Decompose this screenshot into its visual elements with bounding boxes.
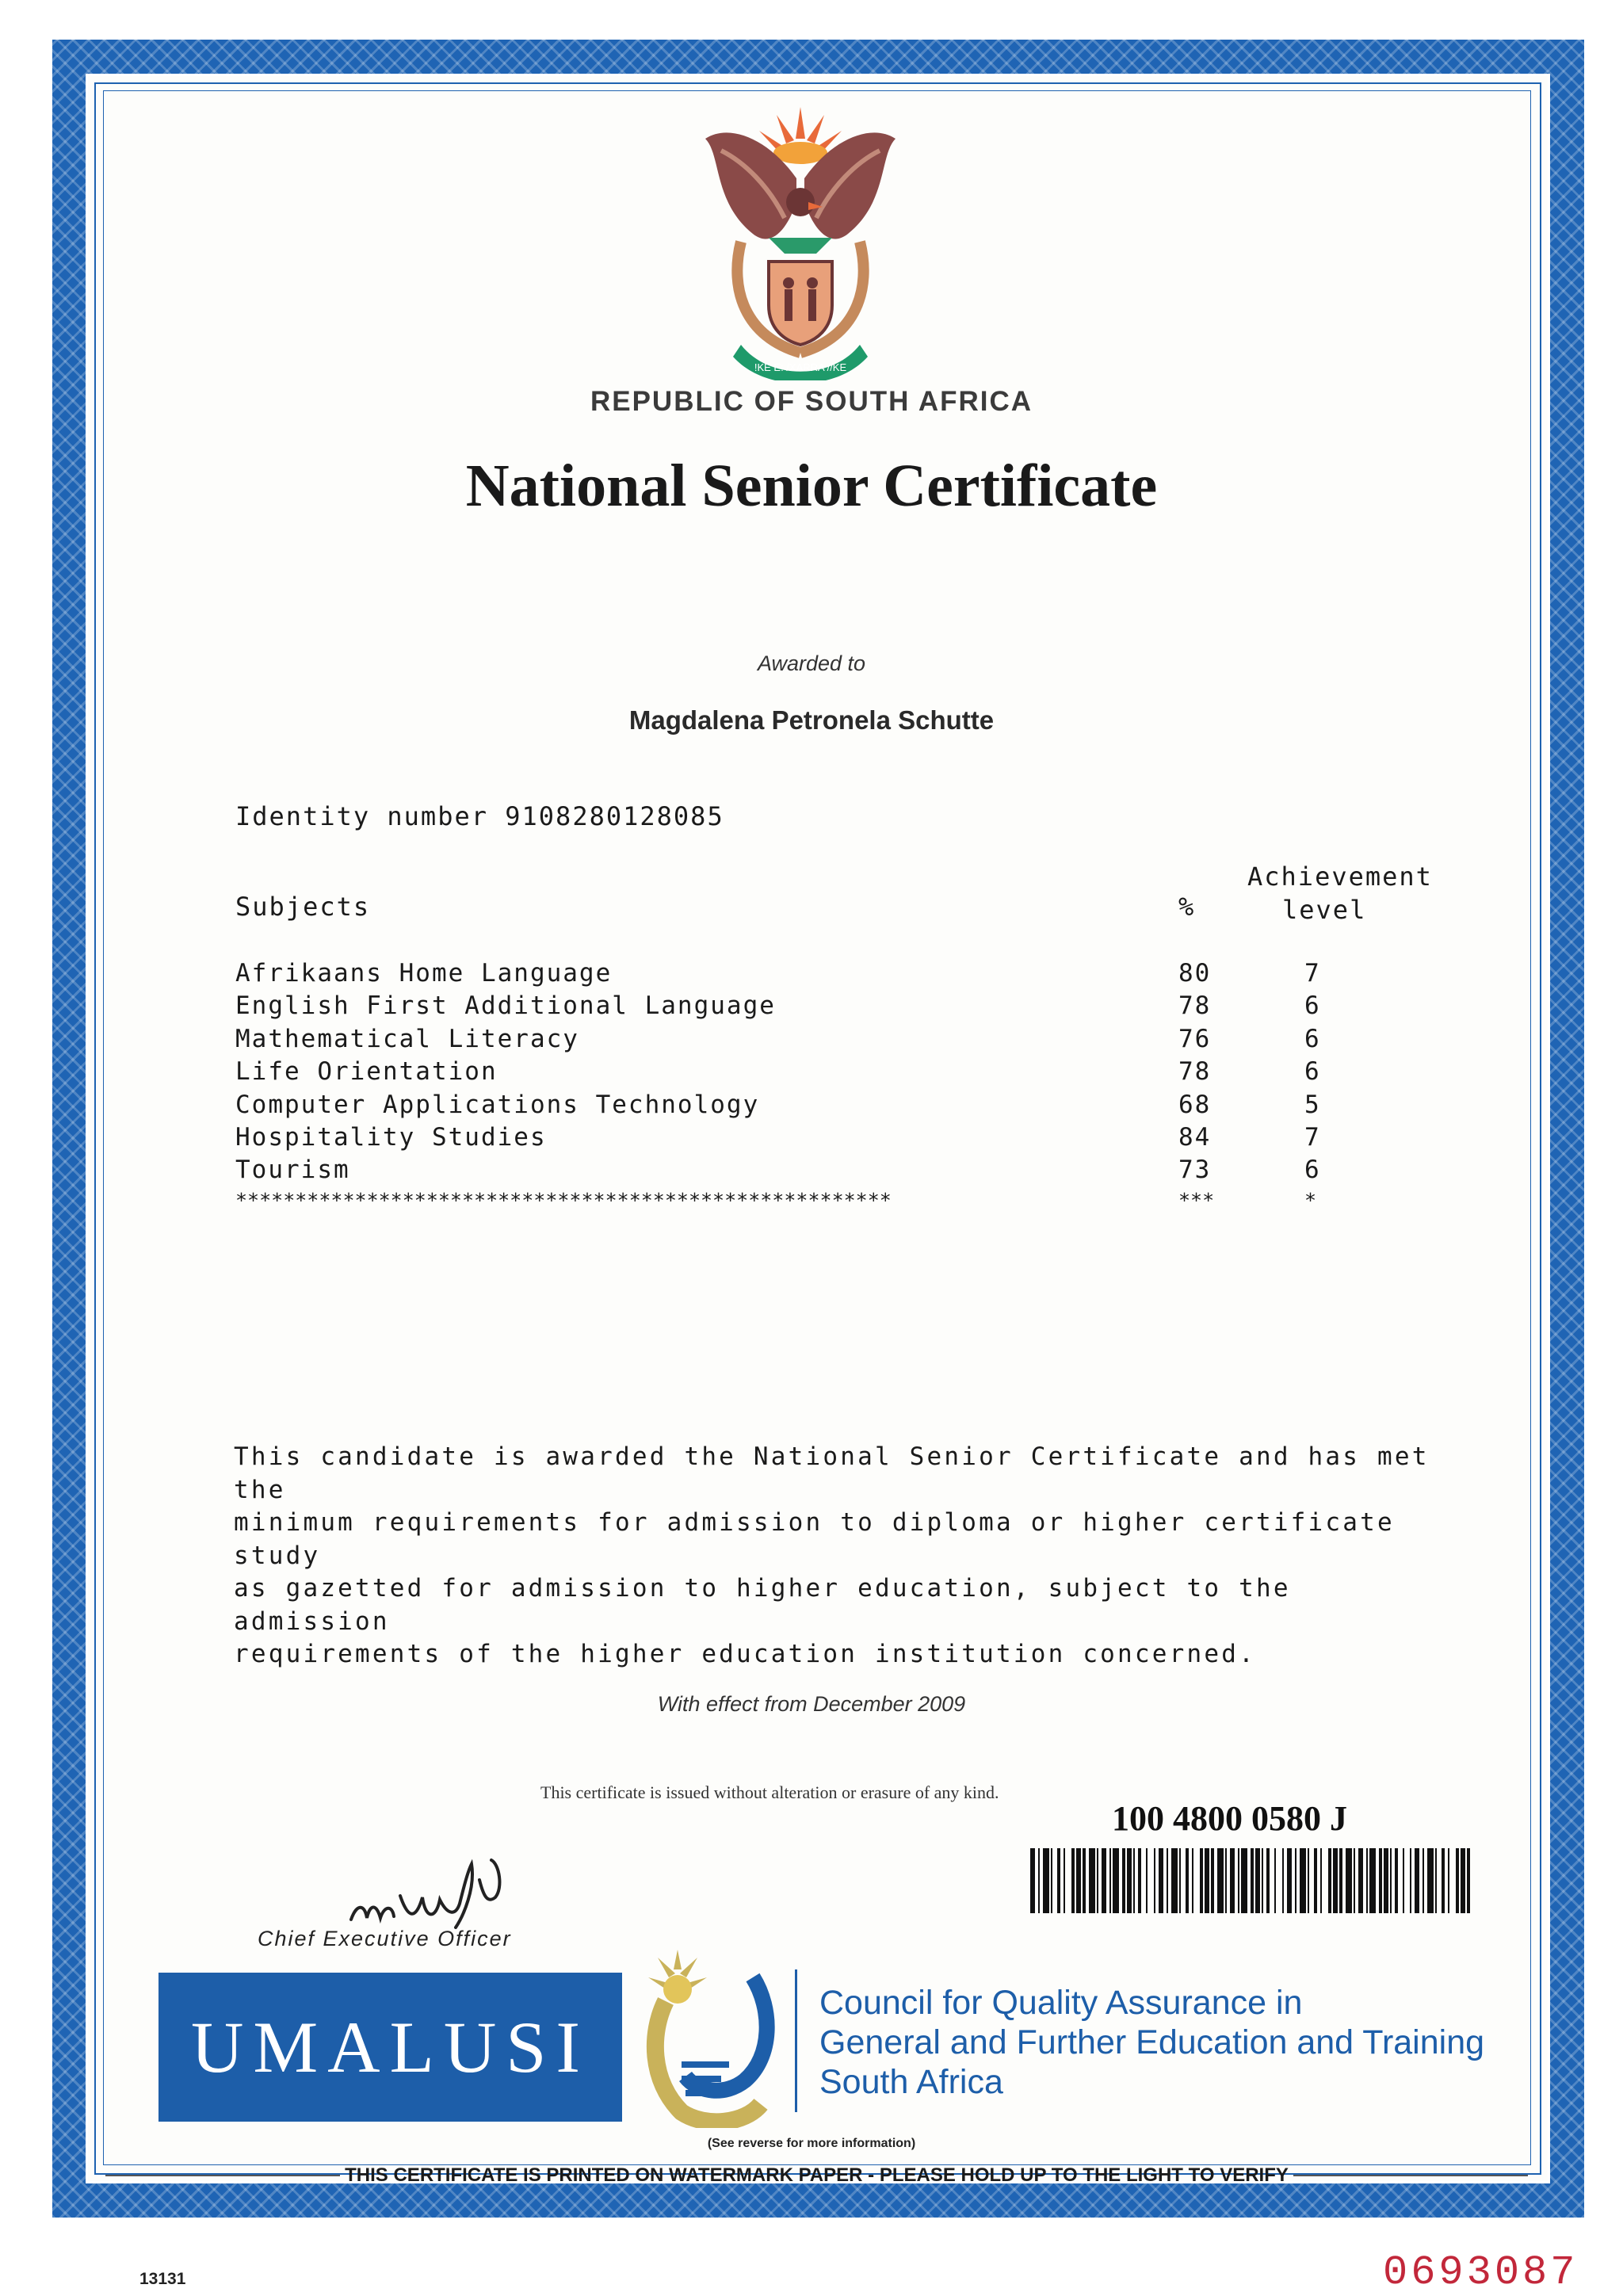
table-row (235, 1156, 1440, 1188)
statement-line: This candidate is awarded the National Senior Certificate and has met the (234, 1442, 1430, 1504)
barcode-bar (1217, 1848, 1224, 1913)
subject-level: 6 (1304, 1024, 1321, 1053)
subject-name: Mathematical Literacy (235, 1024, 579, 1053)
barcode-bar (1148, 1848, 1154, 1913)
table-row (235, 1091, 1440, 1123)
barcode-bar (1065, 1848, 1071, 1913)
logo-divider (795, 1969, 797, 2112)
subject-level: 7 (1304, 959, 1321, 988)
subject-percent: *** (1178, 1188, 1215, 1212)
barcode-bar (1241, 1848, 1247, 1913)
watermark-notice-line (105, 2164, 1528, 2187)
council-name (819, 1983, 1484, 2102)
issued-note: This certificate is issued without alteration or erasure of any kind. (540, 1782, 999, 1802)
subject-name: Tourism (235, 1156, 350, 1185)
barcode-bar (1276, 1848, 1282, 1913)
subject-percent: 78 (1178, 1057, 1212, 1087)
barcode-bar (1171, 1848, 1178, 1913)
certificate-number: 100 4800 0580 J (1112, 1799, 1347, 1838)
subject-level: 6 (1304, 991, 1321, 1021)
signature (337, 1840, 527, 1935)
see-reverse-note: (See reverse for more information) (707, 2137, 916, 2150)
subject-percent: 80 (1178, 959, 1212, 988)
coat-of-arms-emblem (697, 107, 903, 380)
barcode-bar (1449, 1848, 1456, 1913)
subject-level: 6 (1304, 1156, 1321, 1185)
subject-name: ******************************************************* (235, 1188, 892, 1212)
serial-number: 0693087 (1383, 2249, 1579, 2296)
subject-percent: 76 (1178, 1024, 1212, 1053)
divider (1293, 2175, 1528, 2176)
effective-date: With effect from December 2009 (657, 1692, 966, 1716)
barcode-bar (1467, 1848, 1470, 1913)
barcode-bar (1369, 1848, 1376, 1913)
barcode-bar (1346, 1848, 1352, 1913)
subject-name: Afrikaans Home Language (235, 959, 613, 988)
crest-motto: !KE E: /XARRA //KE (754, 361, 847, 373)
barcode (1030, 1848, 1470, 1913)
achievement-header: Achievement (1247, 861, 1433, 892)
statement-line: requirements of the higher education institution concerned. (234, 1640, 1256, 1668)
barcode-bar (1113, 1848, 1119, 1913)
table-row (235, 959, 1440, 991)
barcode-bar (1300, 1848, 1306, 1913)
umalusi-logo-banner (158, 1973, 622, 2122)
subject-percent: 73 (1178, 1156, 1212, 1185)
barcode-bar (1089, 1848, 1095, 1913)
subject-name: Computer Applications Technology (235, 1090, 760, 1119)
statement-line: as gazetted for admission to higher education, subject to the admission (234, 1574, 1291, 1636)
council-line: General and Further Education and Training (819, 2023, 1485, 2061)
watermark-notice: THIS CERTIFICATE IS PRINTED ON WATERMARK PAPER - PLEASE HOLD UP TO THE LIGHT TO VERIFY (345, 2164, 1289, 2186)
award-statement (234, 1441, 1454, 1671)
subject-level: 6 (1304, 1057, 1321, 1087)
awarded-to-label: Awarded to (757, 651, 866, 675)
form-number: 13131 (139, 2270, 186, 2288)
level-header: level (1282, 895, 1367, 925)
subject-name: Life Orientation (235, 1057, 498, 1087)
barcode-bar (1404, 1848, 1411, 1913)
certificate-title: National Senior Certificate (465, 453, 1158, 519)
results-table (235, 959, 1440, 1221)
subject-percent: 68 (1178, 1090, 1212, 1119)
statement-line: minimum requirements for admission to diploma or higher certificate study (234, 1508, 1395, 1570)
subject-level: 7 (1304, 1122, 1321, 1152)
country-heading: REPUBLIC OF SOUTH AFRICA (590, 386, 1033, 417)
divider (105, 2175, 340, 2176)
umalusi-name: UMALUSI (190, 2007, 590, 2088)
subjects-header: Subjects (235, 892, 371, 922)
table-row (235, 1123, 1440, 1156)
barcode-bar (1043, 1848, 1049, 1913)
barcode-bar (1322, 1848, 1328, 1913)
council-line: South Africa (819, 2063, 1003, 2101)
subject-level: * (1304, 1188, 1317, 1212)
council-line: Council for Quality Assurance in (819, 1984, 1303, 2022)
barcode-bar (1427, 1848, 1434, 1913)
signatory-title: Chief Executive Officer (258, 1927, 512, 1950)
table-row (235, 991, 1440, 1024)
table-row (235, 1025, 1440, 1057)
table-row-terminator (235, 1189, 1440, 1221)
identity-number: Identity number 9108280128085 (235, 801, 724, 831)
candidate-name: Magdalena Petronela Schutte (628, 705, 995, 735)
subject-percent: 78 (1178, 991, 1212, 1021)
subject-percent: 84 (1178, 1122, 1212, 1152)
subject-name: Hospitality Studies (235, 1122, 547, 1152)
table-row (235, 1057, 1440, 1090)
umalusi-emblem-icon (634, 1946, 785, 2128)
percent-header: % (1178, 892, 1196, 922)
subject-name: English First Additional Language (235, 991, 776, 1021)
barcode-bar (1193, 1848, 1200, 1913)
subject-level: 5 (1304, 1090, 1321, 1119)
